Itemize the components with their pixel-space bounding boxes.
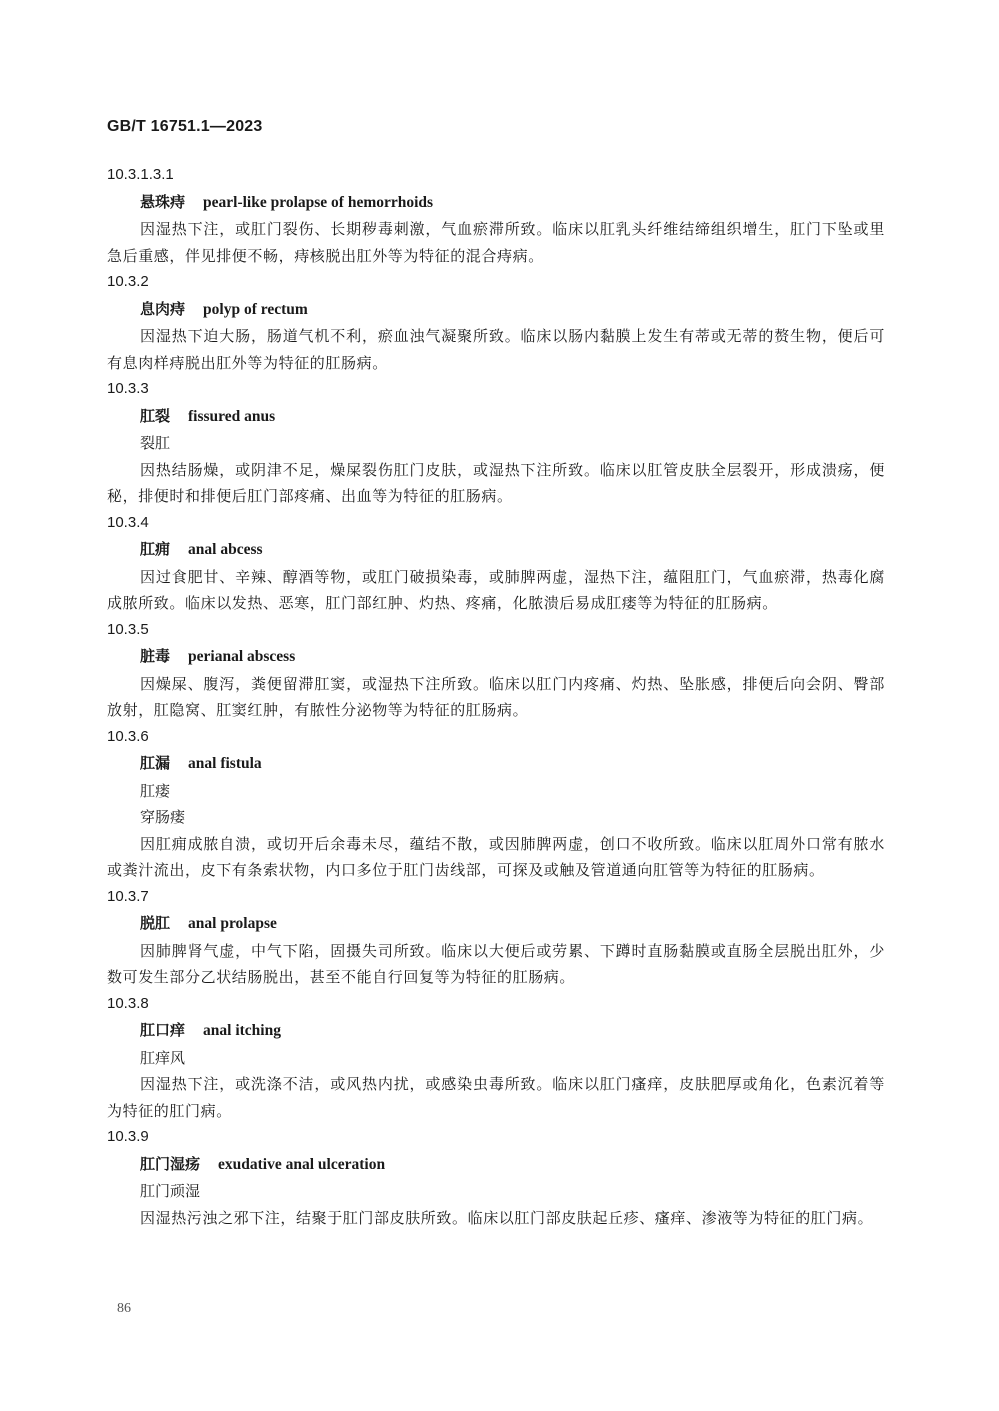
term-synonym: 肛门顽湿 (140, 1182, 201, 1200)
term-heading (107, 536, 885, 564)
term-entry (107, 884, 885, 991)
term-english: anal fistula (188, 755, 262, 772)
term-definition: 因湿热污浊之邪下注，结聚于肛门部皮肤所致。临床以肛门部皮肤起丘疹、瘙痒、渗液等为特征的肛门病。 (140, 1208, 874, 1227)
term-synonym: 肛痒风 (140, 1048, 186, 1067)
term-definition: 因热结肠燥，或阴津不足，燥屎裂伤肛门皮肤，或湿热下注所致。临床以肛管皮肤全层裂开，形成溃疡，便秘，排便时和排便后肛门部疼痛、出血等为特征的肛肠病。 (107, 460, 885, 505)
term-entry (107, 510, 885, 617)
entry-number: 10.3.5 (107, 620, 149, 638)
term-heading (107, 189, 885, 217)
term-definition: 因过食肥甘、辛辣、醇酒等物，或肛门破损染毒，或肺脾两虚，湿热下注，蕴阻肛门，气血瘀滞，热毒化腐成脓所致。临床以发热、恶寒，肛门部红肿、灼热、疼痛，化脓溃后易成肛瘘等为特征的肛肠病。 (107, 567, 885, 612)
term-synonym: 裂肛 (140, 434, 171, 452)
term-chinese: 肛漏 (140, 754, 171, 772)
term-english: perianal abscess (188, 648, 296, 665)
term-chinese: 肛门湿疡 (140, 1154, 201, 1173)
term-chinese: 脱肛 (140, 914, 171, 932)
term-english: polyp of rectum (203, 300, 308, 318)
terms-list (107, 162, 885, 1231)
term-definition: 因燥屎、腹泻，粪便留滞肛窦，或湿热下注所致。临床以肛门内疼痛、灼热、坠胀感，排便后向会阴、臀部放射，肛隐窝、肛窦红肿，有脓性分泌物等为特征的肛肠病。 (107, 674, 885, 719)
entry-number: 10.3.9 (107, 1128, 149, 1145)
term-heading (107, 1151, 885, 1179)
term-entry (107, 269, 885, 376)
term-definition: 因湿热下注，或肛门裂伤、长期秽毒刺激，气血瘀滞所致。临床以肛乳头纤维结缔组织增生，肛门下坠或里急后重感，伴见排便不畅，痔核脱出肛外等为特征的混合痔病。 (107, 220, 885, 265)
term-heading (107, 750, 885, 778)
term-entry (107, 991, 885, 1125)
term-entry (107, 376, 885, 510)
term-heading (107, 910, 885, 938)
term-entry (107, 1124, 885, 1231)
term-heading (107, 296, 885, 324)
term-english: pearl-like prolapse of hemorrhoids (203, 193, 434, 211)
term-english: anal itching (203, 1022, 281, 1039)
entry-number: 10.3.4 (107, 513, 149, 531)
term-definition: 因湿热下迫大肠，肠道气机不利，瘀血浊气凝聚所致。临床以肠内黏膜上发生有蒂或无蒂的赘生物，便后可有息肉样痔脱出肛外等为特征的肛肠病。 (107, 327, 885, 372)
term-chinese: 悬珠痔 (140, 192, 186, 211)
term-chinese: 肛裂 (140, 406, 171, 425)
term-entry (107, 617, 885, 724)
term-definition: 因湿热下注，或洗涤不洁，或风热内扰，或感染虫毒所致。临床以肛门瘙痒，皮肤肥厚或角化，色素沉着等为特征的肛门病。 (107, 1075, 885, 1120)
term-synonym: 肛瘘 (140, 781, 171, 800)
term-definition: 因肺脾肾气虚，中气下陷，固摄失司所致。临床以大便后或劳累、下蹲时直肠黏膜或直肠全层脱出肛外，少数可发生部分乙状结肠脱出，甚至不能自行回复等为特征的肛肠病。 (107, 941, 885, 986)
term-english: anal prolapse (188, 915, 277, 932)
term-heading (107, 643, 885, 671)
term-chinese: 息肉痔 (140, 299, 186, 318)
term-english: fissured anus (188, 407, 276, 425)
entry-number: 10.3.6 (107, 727, 149, 745)
term-entry (107, 162, 885, 269)
term-synonym: 穿肠瘘 (140, 808, 186, 826)
entry-number: 10.3.2 (107, 273, 149, 290)
term-chinese: 肛口痒 (140, 1021, 186, 1039)
standard-code: GB/T 16751.1—2023 (107, 118, 263, 135)
term-entry (107, 724, 885, 884)
term-heading (107, 1017, 885, 1045)
entry-number: 10.3.3 (107, 380, 149, 397)
term-chinese: 脏毒 (140, 647, 171, 665)
entry-number: 10.3.8 (107, 994, 149, 1012)
term-english: exudative anal ulceration (218, 1155, 386, 1173)
term-definition: 因肛痈成脓自溃，或切开后余毒未尽，蕴结不散，或因肺脾两虚，创口不收所致。临床以肛周外口常有脓水或粪汁流出，皮下有条索状物，内口多位于肛门齿线部，可探及或触及管道通向肛管等为特征的肛肠病。 (107, 834, 885, 879)
entry-number: 10.3.1.3.1 (107, 166, 174, 183)
term-english: anal abcess (188, 541, 263, 558)
term-heading (107, 403, 885, 431)
page-number: 86 (117, 1301, 131, 1316)
entry-number: 10.3.7 (107, 887, 149, 905)
term-chinese: 肛痈 (140, 540, 171, 558)
